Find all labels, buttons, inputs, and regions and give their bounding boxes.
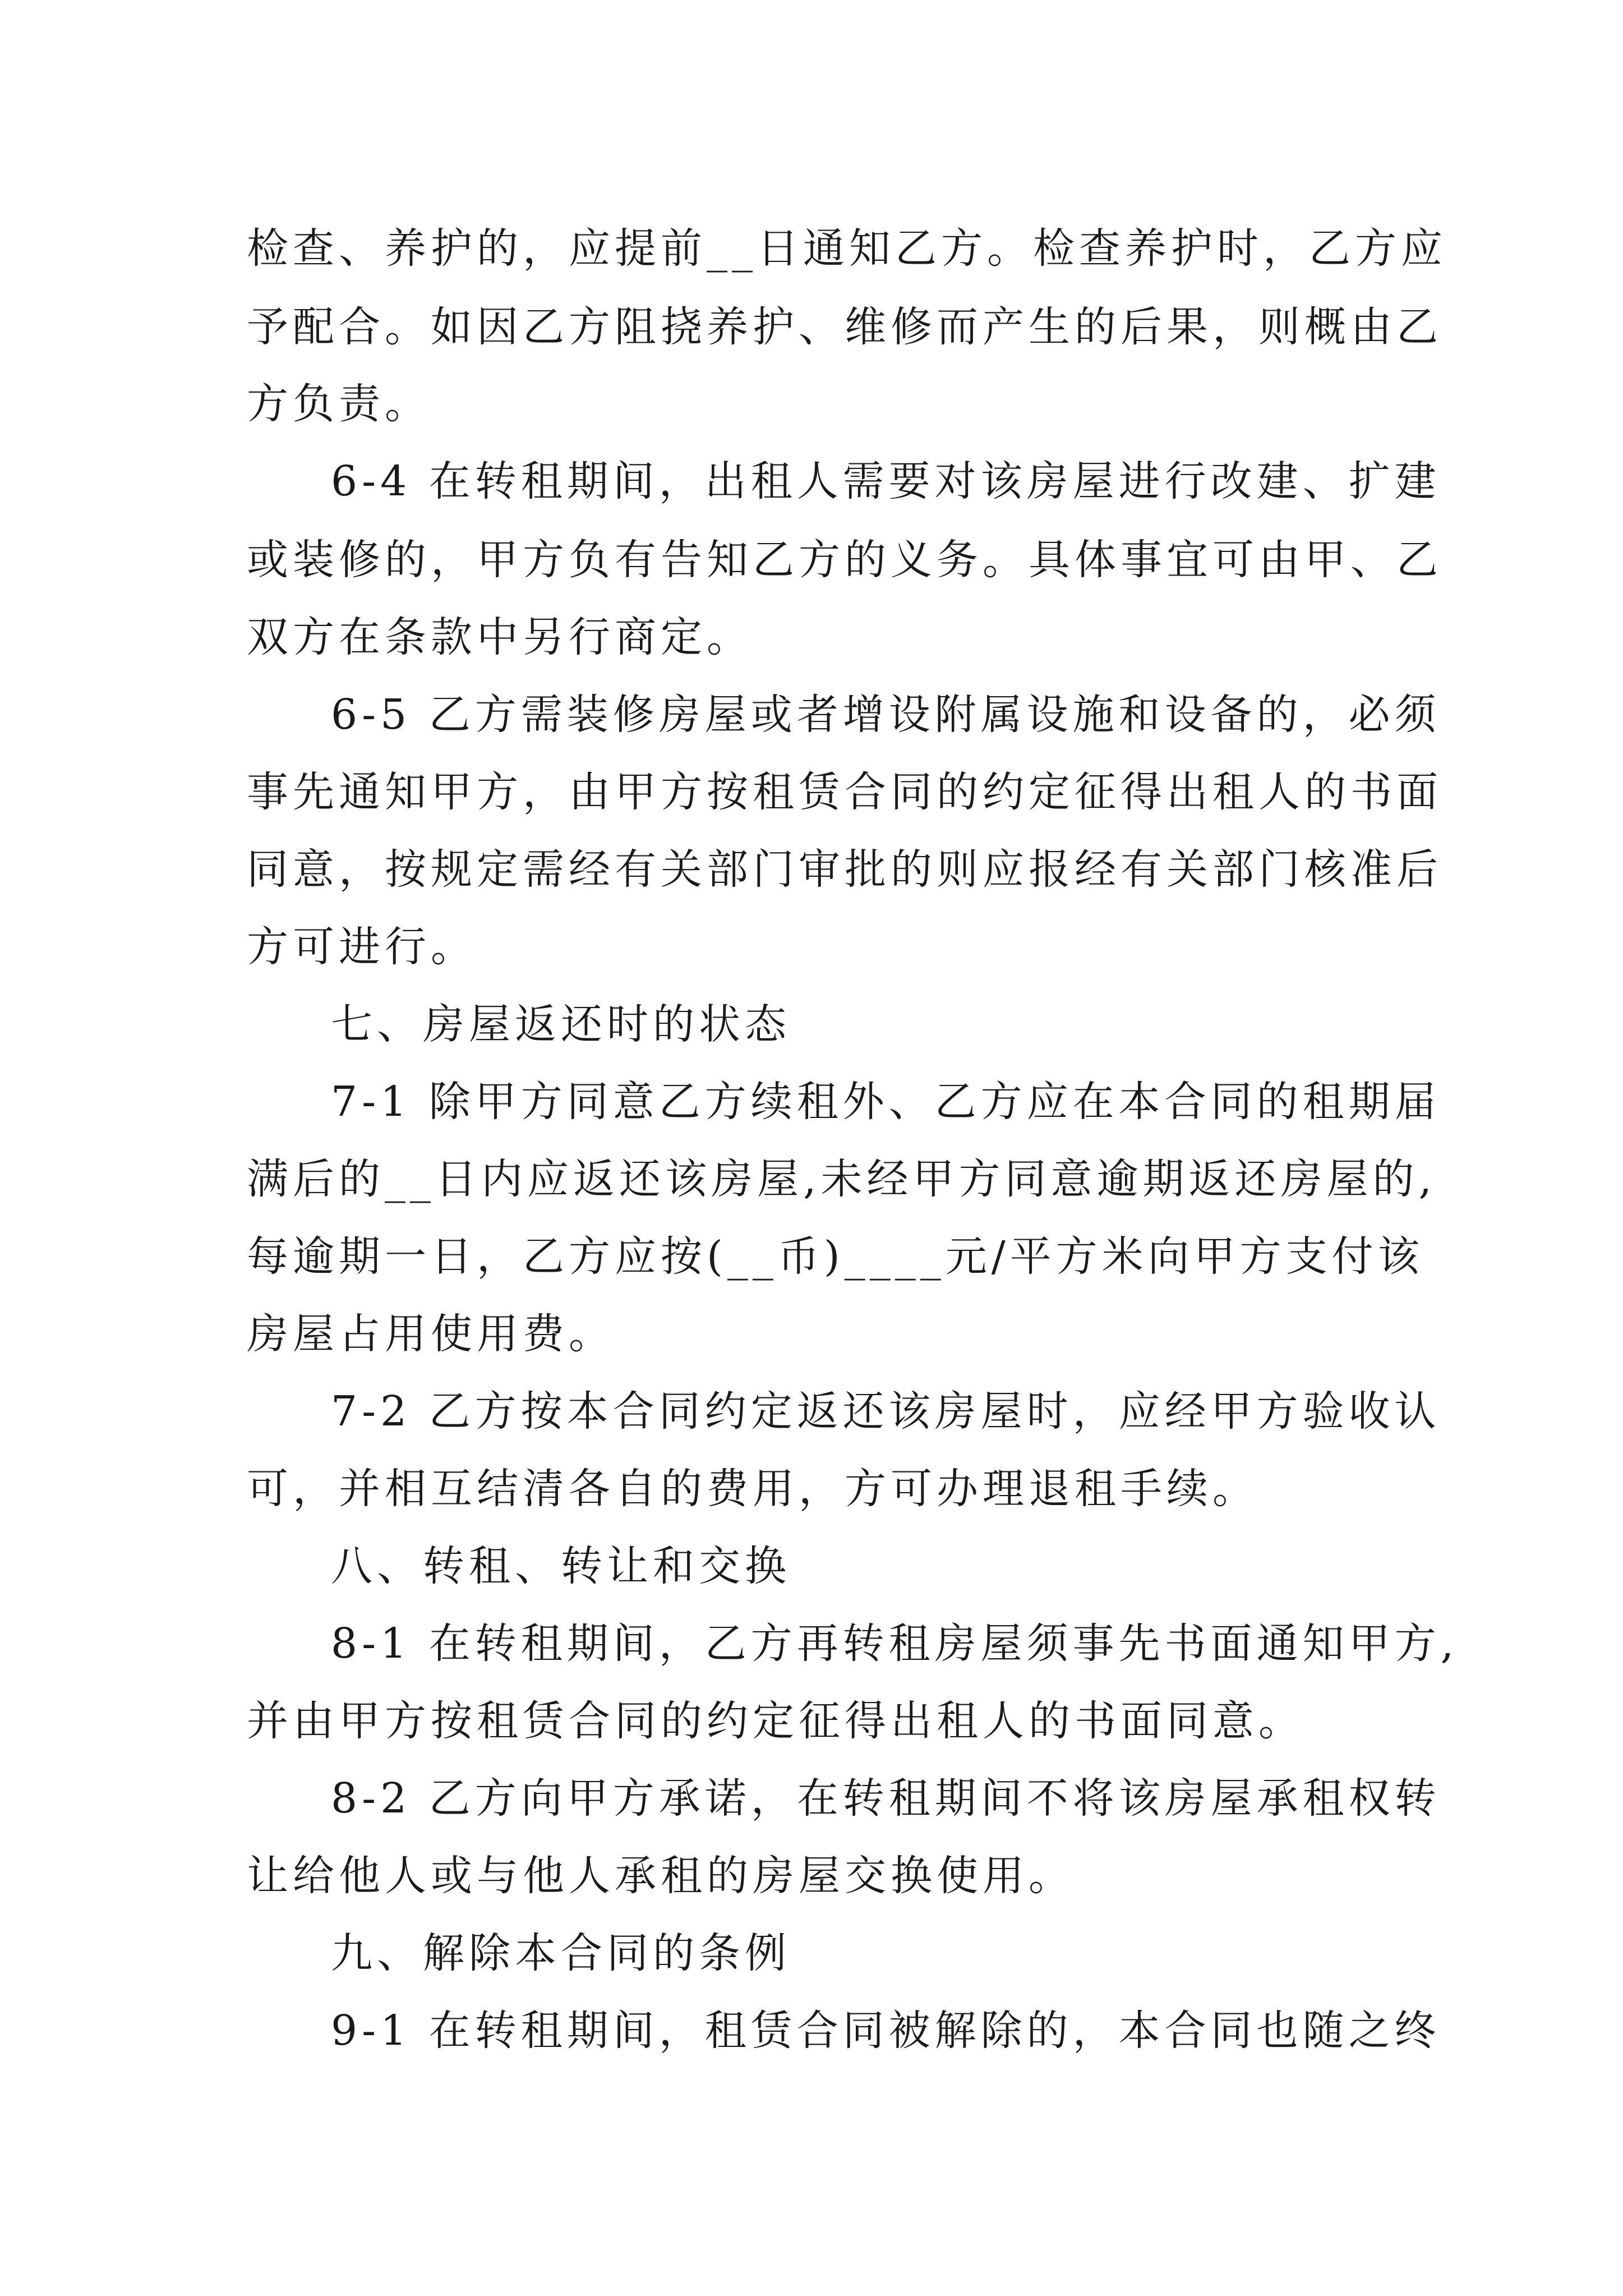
text-line: 6-5 乙方需装修房屋或者增设附属设施和设备的，必须 bbox=[331, 691, 1441, 739]
text-line: 7-1 除甲方同意乙方续租外、乙方应在本合同的租期届 bbox=[331, 1078, 1441, 1126]
text-line: 予配合。如因乙方阻挠养护、维修而产生的后果，则概由乙 bbox=[247, 303, 1442, 351]
text-line: 房屋占用使用费。 bbox=[247, 1310, 615, 1358]
text-line: 或装修的，甲方负有告知乙方的义务。具体事宜可由甲、乙 bbox=[247, 536, 1442, 584]
text-line: 方负责。 bbox=[247, 380, 431, 428]
text-line: 8-2 乙方向甲方承诺，在转租期间不将该房屋承租权转 bbox=[331, 1774, 1441, 1823]
text-line: 6-4 在转租期间，出租人需要对该房屋进行改建、扩建 bbox=[331, 457, 1441, 505]
text-line: 事先通知甲方，由甲方按租赁合同的约定征得出租人的书面 bbox=[247, 768, 1442, 816]
section-heading: 九、解除本合同的条例 bbox=[331, 1929, 791, 1977]
text-line: 并由甲方按租赁合同的约定征得出租人的书面同意。 bbox=[247, 1697, 1304, 1745]
text-line: 检查、养护的，应提前__日通知乙方。检查养护时，乙方应 bbox=[247, 224, 1447, 273]
text-line: 9-1 在转租期间，租赁合同被解除的，本合同也随之终 bbox=[331, 2007, 1441, 2055]
section-heading: 八、转租、转让和交换 bbox=[331, 1542, 791, 1590]
text-line: 同意，按规定需经有关部门审批的则应报经有关部门核准后 bbox=[247, 845, 1442, 894]
text-line: 方可进行。 bbox=[247, 923, 477, 971]
text-line: 满后的__日内应返还该房屋,未经甲方同意逾期返还房屋的, bbox=[247, 1155, 1437, 1203]
text-line: 让给他人或与他人承租的房屋交换使用。 bbox=[247, 1852, 1075, 1900]
text-line: 每逾期一日，乙方应按(__币)____元/平方米向甲方支付该 bbox=[247, 1232, 1424, 1281]
text-line: 双方在条款中另行商定。 bbox=[247, 613, 753, 661]
text-line: 可，并相互结清各自的费用，方可办理退租手续。 bbox=[247, 1465, 1258, 1513]
text-line: 8-1 在转租期间，乙方再转租房屋须事先书面通知甲方, bbox=[331, 1619, 1459, 1668]
text-line: 7-2 乙方按本合同约定返还该房屋时，应经甲方验收认 bbox=[331, 1387, 1441, 1435]
section-heading: 七、房屋返还时的状态 bbox=[331, 1000, 791, 1048]
